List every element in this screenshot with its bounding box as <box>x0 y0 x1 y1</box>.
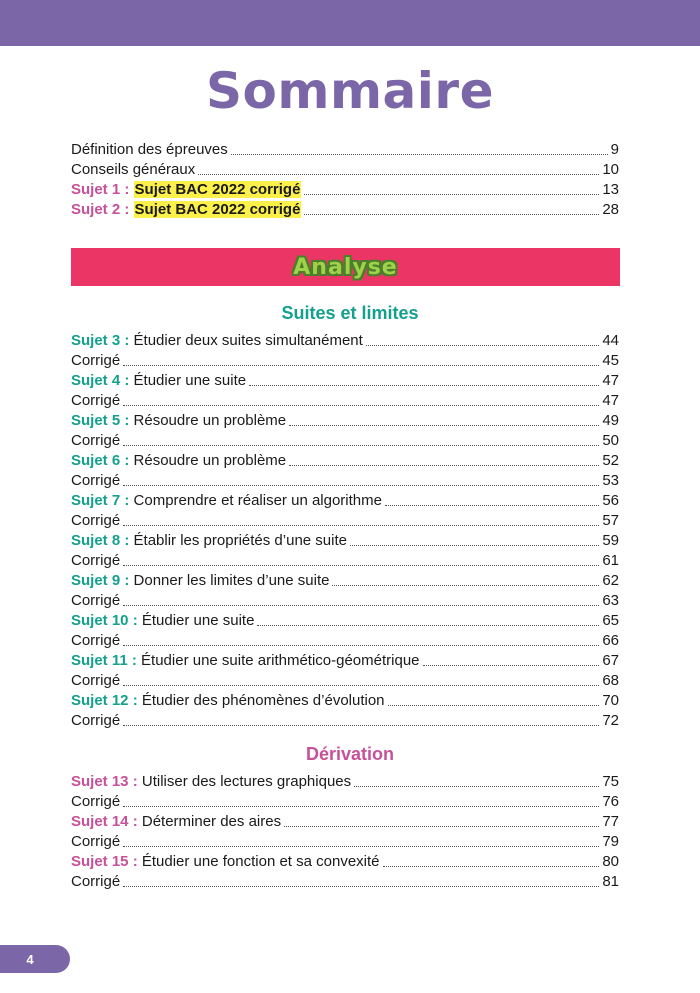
footer-page-number: 4 <box>26 951 34 967</box>
leader-dots <box>123 886 599 887</box>
highlighted-title: Sujet BAC 2022 corrigé <box>134 201 301 218</box>
leader-dots <box>423 665 600 666</box>
toc-entry[interactable] <box>71 179 619 199</box>
subject-prefix: Sujet 14 : <box>71 813 138 830</box>
page-number: 49 <box>602 412 619 429</box>
subject-title: Donner les limites d’une suite <box>133 572 330 589</box>
subject-title: Étudier une suite arithmético-géométrique <box>141 652 420 669</box>
page-number-tab <box>0 945 70 973</box>
entry-label: Corrigé <box>71 672 121 689</box>
toc-entry-corrige[interactable] <box>71 390 619 410</box>
entry-label: Corrigé <box>71 552 121 569</box>
toc-entry-subject[interactable] <box>71 410 619 430</box>
toc-entry[interactable] <box>71 159 619 179</box>
subject-prefix: Sujet 7 : <box>71 492 130 509</box>
subject-title: Utiliser des lectures graphiques <box>141 773 352 790</box>
leader-dots <box>123 645 599 646</box>
toc-entry-corrige[interactable] <box>71 670 619 690</box>
toc-entry-corrige[interactable] <box>71 831 619 851</box>
subject-title: Étudier une suite <box>141 612 255 629</box>
toc-entry-corrige[interactable] <box>71 791 619 811</box>
page-number: 75 <box>602 773 619 790</box>
toc-entry-corrige[interactable] <box>71 871 619 891</box>
page-number: 57 <box>602 512 619 529</box>
toc-entry-corrige[interactable] <box>71 430 619 450</box>
subject-prefix: Sujet 11 : <box>71 652 137 669</box>
leader-dots <box>366 345 599 346</box>
top-color-band <box>0 0 700 46</box>
leader-dots <box>304 214 599 215</box>
toc-entry-subject[interactable] <box>71 330 619 350</box>
leader-dots <box>289 465 599 466</box>
leader-dots <box>123 846 599 847</box>
subject-title: Comprendre et réaliser un algorithme <box>133 492 382 509</box>
entry-label: Corrigé <box>71 632 121 649</box>
subject-title: Étudier une fonction et sa convexité <box>141 853 380 870</box>
leader-dots <box>123 806 599 807</box>
subject-prefix: Sujet 15 : <box>71 853 138 870</box>
leader-dots <box>350 545 599 546</box>
subject-title: Résoudre un problème <box>133 452 287 469</box>
page-number: 53 <box>602 472 619 489</box>
entry-label <box>71 452 286 470</box>
page-number: 63 <box>602 592 619 609</box>
page-number: 56 <box>602 492 619 509</box>
entry-label <box>71 612 254 630</box>
intro-list <box>71 139 619 219</box>
page-number: 81 <box>602 873 619 890</box>
highlighted-title: Sujet BAC 2022 corrigé <box>134 181 301 198</box>
leader-dots <box>123 525 599 526</box>
toc-entry-corrige[interactable] <box>71 710 619 730</box>
subject-prefix: Sujet 5 : <box>71 412 130 429</box>
entry-label: Corrigé <box>71 512 121 529</box>
page-number: 72 <box>602 712 619 729</box>
toc-entry-subject[interactable] <box>71 650 619 670</box>
toc-entry-subject[interactable] <box>71 370 619 390</box>
page-number: 67 <box>602 652 619 669</box>
page-number: 70 <box>602 692 619 709</box>
entry-label <box>71 572 329 590</box>
entry-label: Corrigé <box>71 432 121 449</box>
toc-entry-corrige[interactable] <box>71 470 619 490</box>
leader-dots <box>123 365 599 366</box>
page-number: 47 <box>602 372 619 389</box>
subject-title: Étudier une suite <box>133 372 247 389</box>
subject-title: Étudier deux suites simultanément <box>133 332 363 349</box>
derivation-list <box>71 771 619 891</box>
page-number: 9 <box>610 141 619 158</box>
leader-dots <box>123 605 599 606</box>
leader-dots <box>123 725 599 726</box>
leader-dots <box>388 705 600 706</box>
toc-entry-subject[interactable] <box>71 570 619 590</box>
toc-entry[interactable] <box>71 199 619 219</box>
page-number: 50 <box>602 432 619 449</box>
toc-entry-subject[interactable] <box>71 771 619 791</box>
page-number: 79 <box>602 833 619 850</box>
entry-label <box>71 332 363 350</box>
entry-label: Définition des épreuves <box>71 141 228 158</box>
leader-dots <box>354 786 599 787</box>
subject-title: Établir les propriétés d’une suite <box>133 532 347 549</box>
page-number: 44 <box>602 332 619 349</box>
toc-entry-subject[interactable] <box>71 851 619 871</box>
entry-label <box>71 692 385 710</box>
page-number: 76 <box>602 793 619 810</box>
section-title-derivation: Dérivation <box>305 744 395 764</box>
subject-prefix: Sujet 12 : <box>71 692 138 709</box>
entry-label <box>71 532 347 550</box>
page-number: 80 <box>602 853 619 870</box>
leader-dots <box>289 425 599 426</box>
entry-label: Corrigé <box>71 873 121 890</box>
entry-label: Corrigé <box>71 592 121 609</box>
subject-prefix: Sujet 9 : <box>71 572 130 589</box>
page-number: 47 <box>602 392 619 409</box>
toc-entry-subject[interactable] <box>71 490 619 510</box>
leader-dots <box>284 826 599 827</box>
leader-dots <box>304 194 599 195</box>
entry-label: Corrigé <box>71 352 121 369</box>
entry-label: Corrigé <box>71 793 121 810</box>
leader-dots <box>123 565 599 566</box>
toc-entry-subject[interactable] <box>71 530 619 550</box>
subject-prefix: Sujet 6 : <box>71 452 130 469</box>
entry-label: Corrigé <box>71 472 121 489</box>
entry-label <box>71 853 380 871</box>
page-title: Sommaire <box>205 62 494 120</box>
entry-label: Conseils généraux <box>71 161 196 178</box>
leader-dots <box>332 585 599 586</box>
entry-label <box>71 181 301 199</box>
banner-label: Analyse <box>293 254 398 280</box>
subject-prefix: Sujet 10 : <box>71 612 138 629</box>
subject-title: Résoudre un problème <box>133 412 287 429</box>
subject-prefix: Sujet 1 : <box>71 181 130 198</box>
toc-entry-corrige[interactable] <box>71 550 619 570</box>
page-number: 66 <box>602 632 619 649</box>
page-number: 59 <box>602 532 619 549</box>
page-number: 13 <box>602 181 619 198</box>
toc-entry-corrige[interactable] <box>71 350 619 370</box>
leader-dots <box>123 445 599 446</box>
entry-label <box>71 813 281 831</box>
leader-dots <box>198 174 599 175</box>
toc-entry-subject[interactable] <box>71 811 619 831</box>
entry-label <box>71 652 420 670</box>
page-number: 68 <box>602 672 619 689</box>
page-number: 52 <box>602 452 619 469</box>
leader-dots <box>123 685 599 686</box>
subject-prefix: Sujet 13 : <box>71 773 138 790</box>
leader-dots <box>383 866 600 867</box>
page-number: 77 <box>602 813 619 830</box>
entry-label <box>71 201 301 219</box>
subject-prefix: Sujet 8 : <box>71 532 130 549</box>
page-number: 62 <box>602 572 619 589</box>
page-number: 28 <box>602 201 619 218</box>
entry-label: Corrigé <box>71 392 121 409</box>
leader-dots <box>385 505 599 506</box>
leader-dots <box>257 625 599 626</box>
suites-list <box>71 330 619 730</box>
analyse-banner <box>71 248 620 286</box>
toc-entry-corrige[interactable] <box>71 630 619 650</box>
toc-entry-subject[interactable] <box>71 690 619 710</box>
leader-dots <box>231 154 608 155</box>
subject-prefix: Sujet 4 : <box>71 372 130 389</box>
leader-dots <box>123 485 599 486</box>
toc-entry[interactable] <box>71 139 619 159</box>
entry-label <box>71 372 246 390</box>
subject-prefix: Sujet 3 : <box>71 332 130 349</box>
leader-dots <box>123 405 599 406</box>
subject-title: Étudier des phénomènes d’évolution <box>141 692 385 709</box>
subject-title: Déterminer des aires <box>141 813 282 830</box>
leader-dots <box>249 385 599 386</box>
page-number: 45 <box>602 352 619 369</box>
subject-prefix: Sujet 2 : <box>71 201 130 218</box>
toc-entry-subject[interactable] <box>71 450 619 470</box>
toc-entry-corrige[interactable] <box>71 510 619 530</box>
page-number: 61 <box>602 552 619 569</box>
entry-label: Corrigé <box>71 712 121 729</box>
entry-label <box>71 412 286 430</box>
page-number: 10 <box>602 161 619 178</box>
page-number: 65 <box>602 612 619 629</box>
toc-entry-corrige[interactable] <box>71 590 619 610</box>
entry-label <box>71 773 351 791</box>
toc-entry-subject[interactable] <box>71 610 619 630</box>
section-title-suites: Suites et limites <box>281 303 419 323</box>
entry-label <box>71 492 382 510</box>
entry-label: Corrigé <box>71 833 121 850</box>
